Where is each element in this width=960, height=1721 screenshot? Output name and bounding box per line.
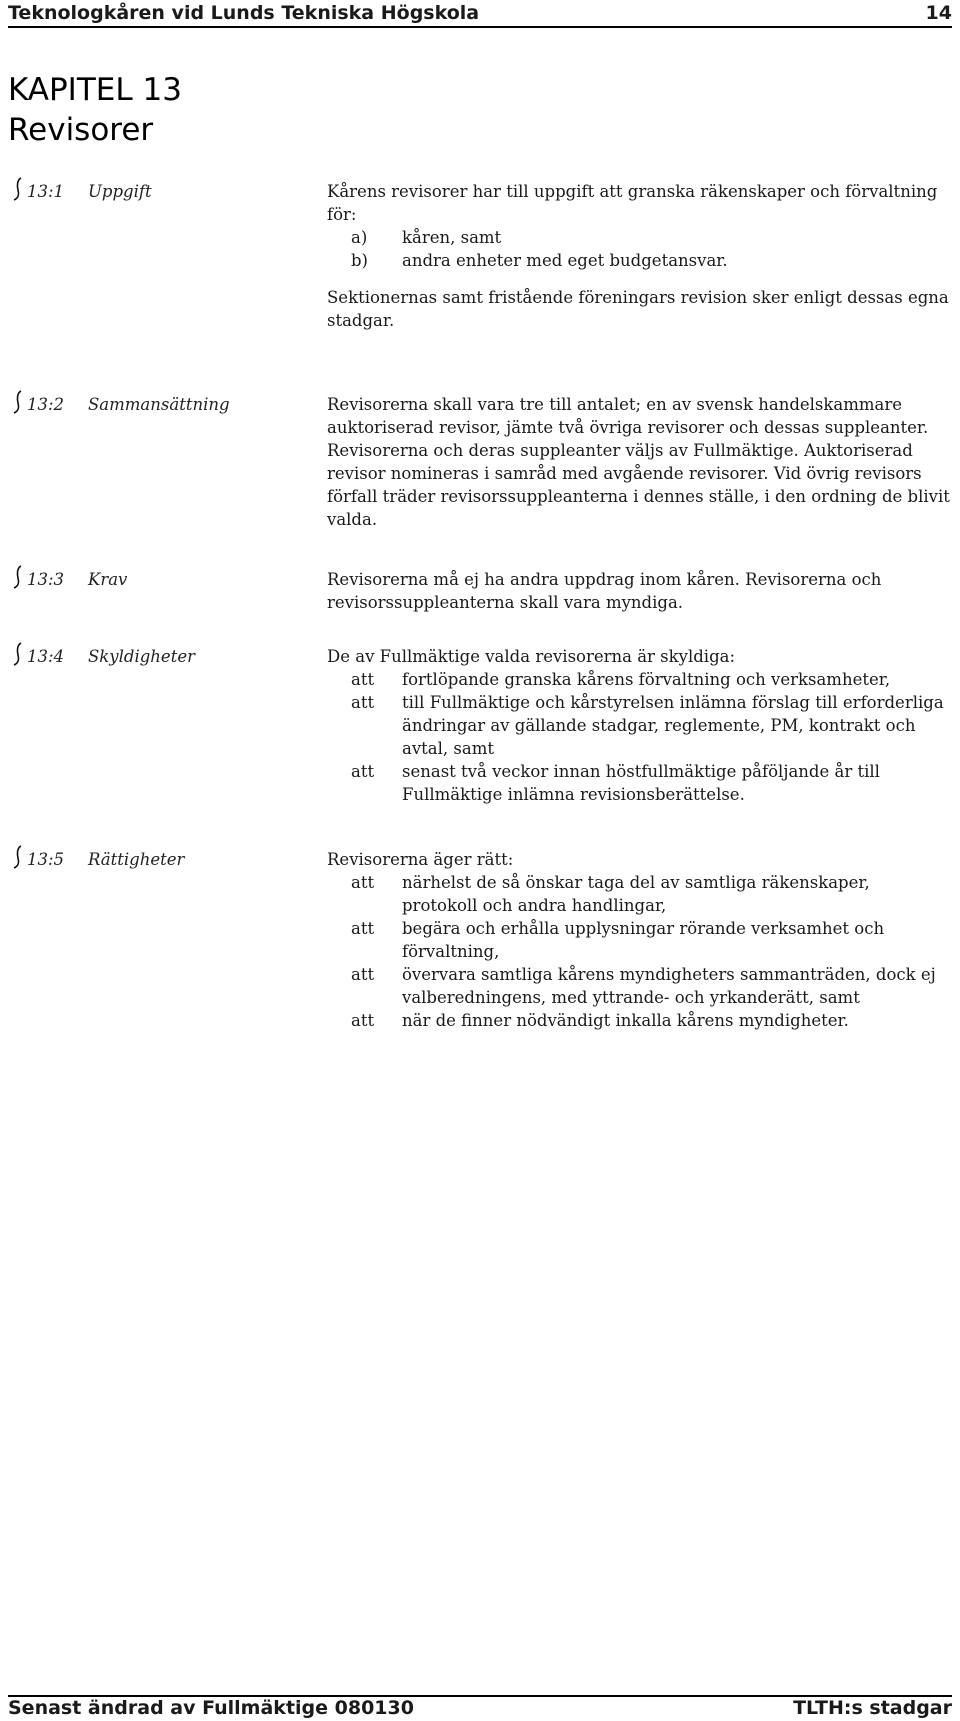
page-header	[8, 0, 952, 28]
list-text: övervara samtliga kårens myndigheters sammanträden, dock ej valberedningens, med yttrande- och yrkanderätt, samt	[402, 965, 936, 1007]
list-text: senast två veckor innan höstfullmäktige påföljande år till Fullmäktige inlämna revisionsberättelse.	[402, 762, 880, 804]
section-name: Krav	[88, 570, 128, 589]
list-marker: att	[351, 873, 375, 892]
section-number: 13:3	[27, 570, 65, 589]
list-text: närhelst de så önskar taga del av samtliga räkenskaper, protokoll och andra handlingar,	[402, 873, 870, 915]
list-item	[327, 871, 950, 917]
list-item	[327, 760, 950, 806]
list-item	[327, 249, 950, 272]
list-item	[327, 668, 950, 691]
section-name: Uppgift	[88, 182, 152, 201]
list-item	[327, 917, 950, 963]
list-marker: att	[351, 693, 375, 712]
section-body	[327, 393, 950, 531]
section-body	[327, 180, 950, 332]
list-marker: att	[351, 965, 375, 984]
list-marker: att	[351, 670, 375, 689]
section-body	[327, 568, 950, 614]
section-sign-icon	[11, 564, 25, 590]
section-text: Revisorerna skall vara tre till antalet; en av svensk handelskammare auktoriserad revisor, jämte två övriga revisorer och dessas suppleanter. Revisorerna och deras suppleanter väljs av Fullmäktige. Auktoriserad revisor nomineras i samråd med avgående revisorer. Vid övrig revisors förfall träder revisorssuppleanterna i dennes ställe, i den ordning de blivit valda.	[327, 395, 950, 529]
section-body	[327, 645, 950, 806]
section-intro: Revisorerna äger rätt:	[327, 850, 514, 869]
section-list	[327, 226, 950, 272]
list-text: till Fullmäktige och kårstyrelsen inlämna förslag till erforderliga ändringar av gällande stadgar, reglemente, PM, kontrakt och avtal, samt	[402, 693, 944, 758]
chapter-label: KAPITEL 13	[8, 72, 182, 108]
section-sign-icon	[11, 641, 25, 667]
page-footer	[8, 1695, 952, 1719]
section-text: Revisorerna må ej ha andra uppdrag inom kåren. Revisorerna och revisorssuppleanterna skall vara myndiga.	[327, 570, 882, 612]
list-item	[327, 963, 950, 1009]
section-sign-icon	[11, 389, 25, 415]
list-item	[327, 691, 950, 760]
list-text: kåren, samt	[402, 228, 502, 247]
footer-revision-note: Senast ändrad av Fullmäktige 080130	[8, 1697, 414, 1719]
section-number: 13:4	[27, 647, 65, 666]
section-name: Skyldigheter	[88, 647, 195, 666]
list-text: fortlöpande granska kårens förvaltning och verksamheter,	[402, 670, 891, 689]
list-marker: att	[351, 762, 375, 781]
section-sign-icon	[11, 844, 25, 870]
list-item	[327, 1009, 950, 1032]
list-marker: att	[351, 1011, 375, 1030]
chapter-name: Revisorer	[8, 112, 154, 148]
list-marker: b)	[351, 251, 368, 270]
footer-document-name: TLTH:s stadgar	[793, 1697, 952, 1719]
section-sign-icon	[11, 176, 25, 202]
header-org: Teknologkåren vid Lunds Tekniska Högskola	[8, 2, 480, 24]
section-name: Sammansättning	[88, 395, 230, 414]
section-number: 13:5	[27, 850, 65, 869]
section-list	[327, 871, 950, 1032]
section-number: 13:1	[27, 182, 65, 201]
section-list	[327, 668, 950, 806]
header-page-number: 14	[925, 2, 952, 24]
chapter-title	[8, 70, 182, 150]
section-intro: De av Fullmäktige valda revisorerna är skyldiga:	[327, 647, 736, 666]
list-marker: att	[351, 919, 375, 938]
list-marker: a)	[351, 228, 368, 247]
list-text: när de finner nödvändigt inkalla kårens myndigheter.	[402, 1011, 849, 1030]
list-item	[327, 226, 950, 249]
section-note: Sektionernas samt fristående föreningars revision sker enligt dessas egna stadgar.	[327, 288, 949, 330]
section-intro: Kårens revisorer har till uppgift att granska räkenskaper och förvaltning för:	[327, 182, 938, 224]
list-text: begära och erhålla upplysningar rörande verksamhet och förvaltning,	[402, 919, 885, 961]
list-text: andra enheter med eget budgetansvar.	[402, 251, 728, 270]
section-name: Rättigheter	[88, 850, 185, 869]
section-number: 13:2	[27, 395, 65, 414]
section-body	[327, 848, 950, 1032]
